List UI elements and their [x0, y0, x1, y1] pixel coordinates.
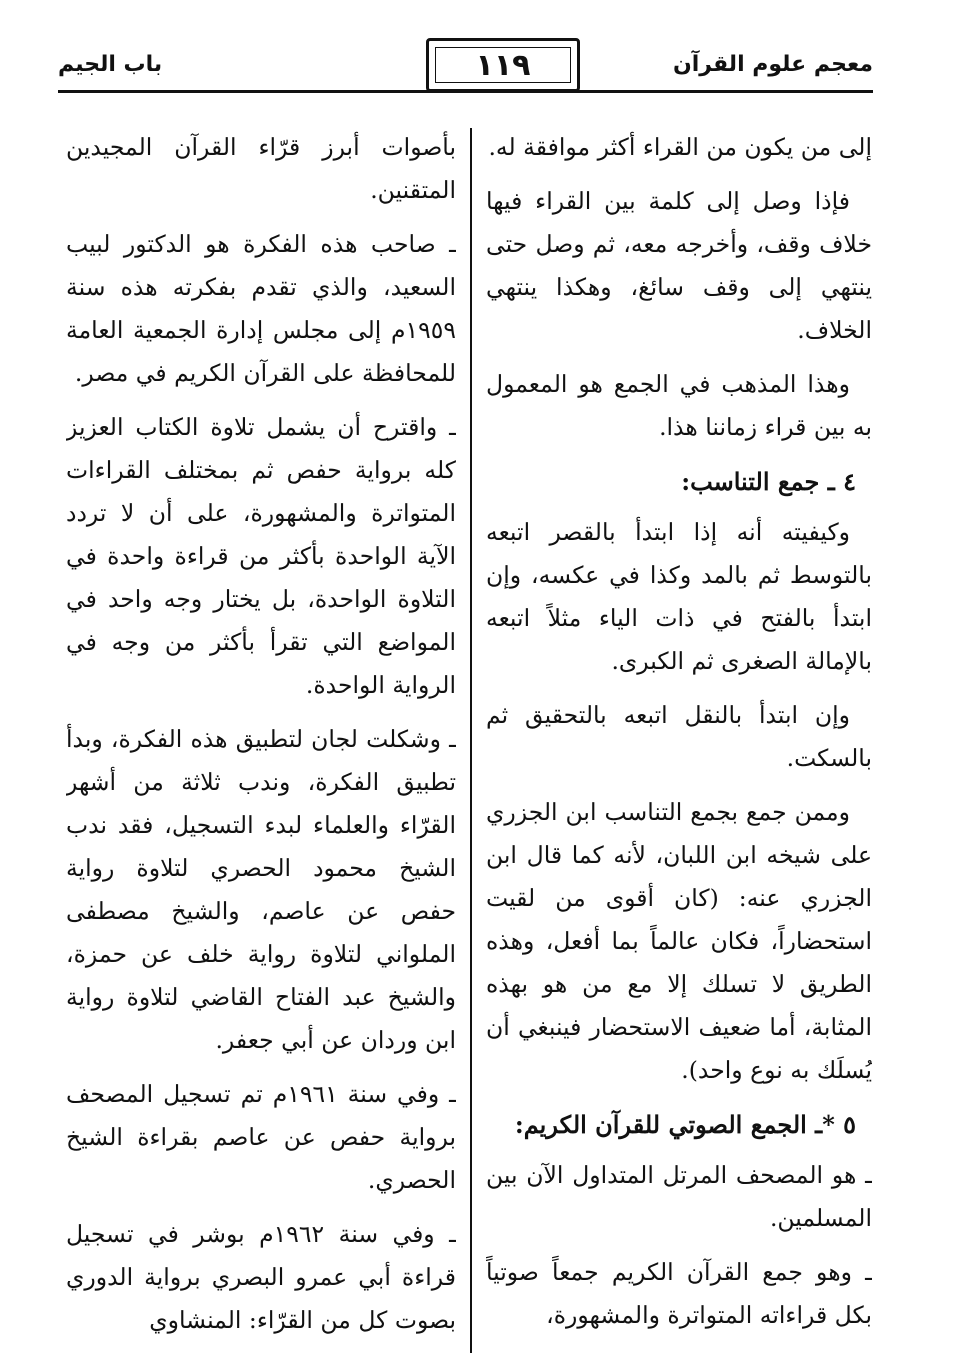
paragraph: ـ وفي سنة ١٩٦١م تم تسجيل المصحف برواية حفص عن عاصم بقراءة الشيخ الحصري.	[66, 1080, 456, 1194]
book-title: معجم علوم القرآن	[672, 52, 873, 77]
paragraph: ـ وشكلت لجان لتطبيق هذه الفكرة، وبدأ تطبيق الفكرة، وندب ثلاثة من أشهر القرّاء والعلماء لبدء التسجيل، فقد ندب الشيخ محمود الحصري لتلاوة رواية حفص عن عاصم، والشيخ مصطفى الملواني لتلاوة رواية خلف عن حمزة، والشيخ عبد الفتاح القاضي لتلاوة رواية ابن وردان عن أبي جعفر.	[66, 725, 456, 1054]
paragraph: فإذا وصل إلى كلمة بين القراء فيها خلاف وقف، وأخرجه معه، ثم وصل حتى ينتهي إلى وقف سائغ، وهكذا ينتهي الخلاف.	[486, 187, 872, 344]
paragraph: ـ واقترح أن يشمل تلاوة الكتاب العزيز كله برواية حفص ثم بمختلف القراءات المتواترة والمشهورة، على أن لا تردد الآية الواحدة بأكثر من قراءة واحدة في التلاوة الواحدة، بل يختار وجه واحد في المواضع التي تقرأ بأكثر من وجه في الرواية الواحدة.	[66, 413, 456, 699]
paragraph: وإن ابتدأ بالنقل اتبعه بالتحقيق ثم بالسكت.	[486, 701, 872, 772]
paragraph: ـ وهو جمع القرآن الكريم جمعاً صوتياً بكل قراءاته المتواترة والمشهورة،	[486, 1258, 872, 1329]
page-number-frame	[426, 38, 580, 92]
paragraph: إلى من يكون من القراء أكثر موافقة له.	[488, 133, 872, 161]
paragraph: ـ صاحب هذه الفكرة هو الدكتور لبيب السعيد، والذي تقدم بفكرته هذه سنة ١٩٥٩م إلى مجلس إدارة الجمعية العامة للمحافظة على القرآن الكريم في مصر.	[66, 230, 456, 387]
paragraph: وممن جمع بجمع التناسب ابن الجزري على شيخه ابن اللبان، لأنه كما قال ابن الجزري عنه: (كان أقوى من لقيت استحضاراً، فكان عالماً بما أفعل، وهذه الطريق لا تسلك إلا مع من هو بهذه المثابة، أما ضعيف الاستحضار فينبغي أن يُسلَك به نوع واحد).	[486, 798, 872, 1084]
paragraph: ـ هو المصحف المرتل المتداول الآن بين المسلمين.	[486, 1161, 872, 1232]
right-column	[486, 126, 872, 1356]
section-heading: ٤ ـ جمع التناسب:	[681, 467, 856, 496]
left-column	[66, 126, 456, 1356]
paragraph: وهذا المذهب في الجمع هو المعمول به بين قراء زماننا هذا.	[486, 370, 872, 441]
page-header	[58, 38, 873, 92]
header-rule	[58, 90, 873, 93]
paragraph: ـ وفي سنة ١٩٦٢م بوشر في تسجيل قراءة أبي عمرو البصري برواية الدوري بصوت كل من القرّاء: المنشاوي	[66, 1220, 456, 1334]
column-divider	[470, 128, 472, 1353]
section-heading: ٥ *ـ الجمع الصوتي للقرآن الكريم:	[514, 1110, 856, 1139]
paragraph: بأصوات أبرز قرّاء القرآن المجيدين المتقنين.	[66, 133, 456, 204]
paragraph: وكيفيته أنه إذا ابتدأ بالقصر اتبعه بالتوسط ثم بالمد وكذا في عكسه، وإن ابتدأ بالفتح في ذات الياء مثلاً اتبعه بالإمالة الصغرى ثم الكبرى.	[486, 518, 872, 675]
page-number: ١١٩	[475, 47, 531, 83]
chapter-title: باب الجيم	[58, 52, 163, 77]
